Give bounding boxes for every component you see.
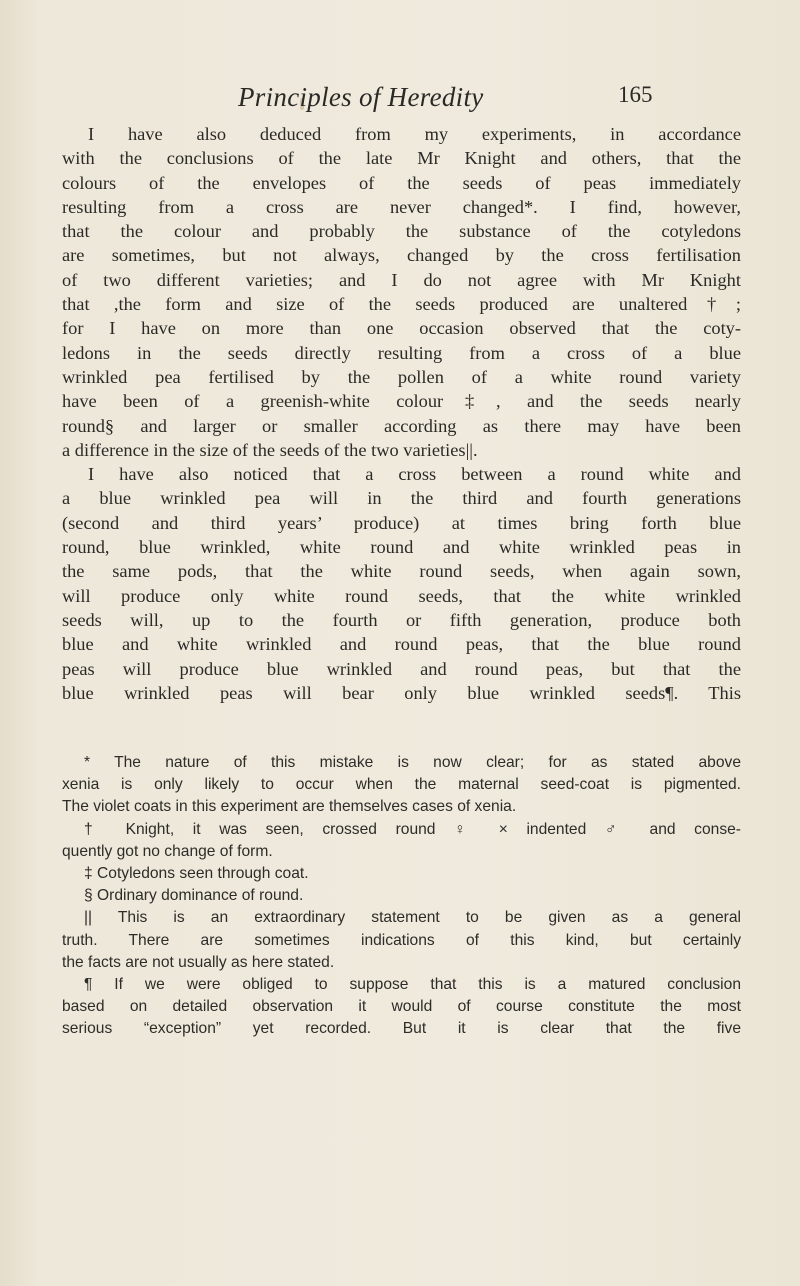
body-line: will produce only white round seeds, that the white wrinkled bbox=[62, 585, 741, 606]
footnotes bbox=[62, 752, 741, 1040]
body-text bbox=[62, 122, 741, 705]
footnote-line: based on detailed observation it would of course constitute the most bbox=[62, 998, 741, 1016]
page-header bbox=[0, 80, 800, 120]
body-line: ledons in the seeds directly resulting from a cross of a blue bbox=[62, 342, 741, 363]
running-title: Principles of Heredity bbox=[238, 82, 484, 112]
body-line: round, blue wrinkled, white round and white wrinkled peas in bbox=[62, 537, 741, 558]
body-line: I have also deduced from my experiments, in accordance bbox=[88, 124, 741, 144]
body-line: (second and third years’ produce) at times bring forth blue bbox=[62, 512, 741, 533]
body-line: the same pods, that the white round seeds, when again sown, bbox=[62, 561, 741, 582]
body-line: of two different varieties; and I do not agree with Mr Knight bbox=[62, 269, 741, 290]
footnote-line: † Knight, it was seen, crossed round ♀ × indented ♂ and conse- bbox=[84, 820, 741, 838]
body-line: that the colour and probably the substance of the cotyledons bbox=[62, 221, 741, 242]
body-line: a blue wrinkled pea will in the third and fourth generations bbox=[62, 488, 741, 509]
body-line: blue wrinkled peas will bear only blue wrinkled seeds¶. This bbox=[62, 682, 741, 703]
body-line: round§ and larger or smaller according as there may have been bbox=[62, 415, 741, 436]
body-line: wrinkled pea fertilised by the pollen of a white round variety bbox=[62, 366, 741, 387]
body-line: colours of the envelopes of the seeds of peas immediately bbox=[62, 172, 741, 193]
footnote-line: serious “exception” yet recorded. But it is clear that the five bbox=[62, 1020, 741, 1038]
body-line: for I have on more than one occasion observed that the coty- bbox=[62, 318, 741, 339]
body-line: I have also noticed that a cross between a round white and bbox=[88, 464, 741, 485]
footnote-line: ¶ If we were obliged to suppose that this is a matured conclusion bbox=[84, 975, 741, 993]
footnote-line: The violet coats in this experiment are themselves cases of xenia. bbox=[62, 798, 517, 816]
footnote-line: quently got no change of form. bbox=[62, 842, 273, 860]
footnote-line: the facts are not usually as here stated. bbox=[62, 953, 335, 971]
body-line: have been of a greenish-white colour‡, and the seeds nearly bbox=[62, 391, 741, 412]
body-line: seeds will, up to the fourth or fifth generation, produce both bbox=[62, 609, 741, 630]
body-line: a difference in the size of the seeds of the two varieties||. bbox=[62, 439, 478, 460]
page-number: 165 bbox=[618, 82, 653, 107]
footnote-line: § Ordinary dominance of round. bbox=[84, 887, 304, 905]
body-line: are sometimes, but not always, changed by the cross fertilisation bbox=[62, 245, 741, 266]
footnote-line: * The nature of this mistake is now clear; for as stated above bbox=[84, 754, 741, 771]
footnote-line: xenia is only likely to occur when the maternal seed-coat is pigmented. bbox=[62, 776, 741, 794]
footnote-line: ‡ Cotyledons seen through coat. bbox=[84, 864, 309, 882]
footnote-line: || This is an extraordinary statement to be given as a general bbox=[84, 909, 741, 927]
body-line: that ,the form and size of the seeds produced are unaltered†; bbox=[62, 294, 741, 315]
body-line: resulting from a cross are never changed*. I find, however, bbox=[62, 196, 741, 217]
body-line: blue and white wrinkled and round peas, that the blue round bbox=[62, 634, 741, 655]
body-line: peas will produce blue wrinkled and round peas, but that the bbox=[62, 658, 741, 679]
body-line: with the conclusions of the late Mr Knight and others, that the bbox=[62, 148, 741, 169]
footnote-line: truth. There are sometimes indications of this kind, but certainly bbox=[62, 931, 741, 949]
